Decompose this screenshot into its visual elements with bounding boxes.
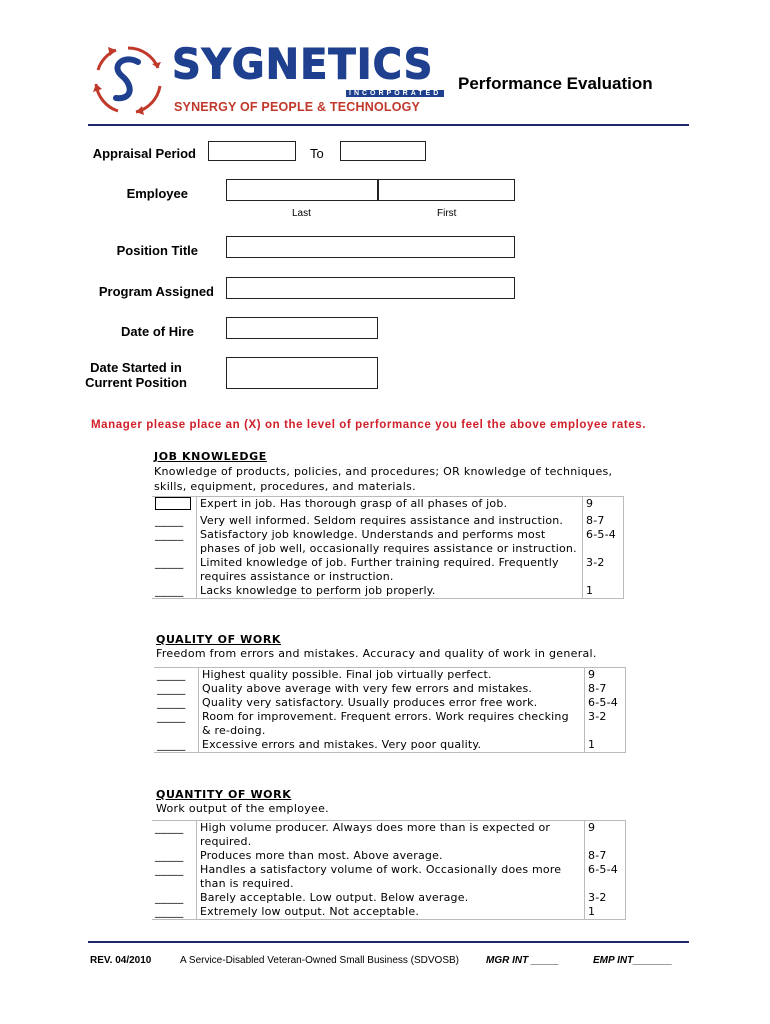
- logo-incorporated: INCORPORATED: [346, 90, 444, 97]
- rating-desc: [197, 528, 583, 556]
- logo-wordmark: SYGNETICS: [172, 40, 434, 90]
- date-started-label-line1: Date Started in: [90, 360, 182, 375]
- rating-score: 8-7: [585, 682, 626, 696]
- rating-desc-line: requires assistance or instruction.: [200, 570, 394, 583]
- rating-score: 8-7: [583, 514, 624, 528]
- manager-initials[interactable]: MGR INT _____: [486, 955, 559, 966]
- rating-desc: Extremely low output. Not acceptable.: [197, 905, 585, 920]
- section-desc-quality-of-work: Freedom from errors and mistakes. Accuracy and quality of work in general.: [156, 647, 597, 660]
- employee-initials[interactable]: EMP INT_______: [593, 955, 673, 966]
- rating-desc: [197, 556, 583, 584]
- rating-score: 3-2: [583, 556, 624, 584]
- rating-score: 3-2: [585, 710, 626, 738]
- rating-desc: Quality above average with very few errors and mistakes.: [199, 682, 585, 696]
- rating-desc: Very well informed. Seldom requires assistance and instruction.: [197, 514, 583, 528]
- logo-swirl-icon: [88, 40, 168, 120]
- rating-desc-line: High volume producer. Always does more than is expected or: [200, 821, 551, 834]
- rating-score: 6-5-4: [585, 696, 626, 710]
- business-designation: A Service-Disabled Veteran-Owned Small Business (SDVOSB): [180, 955, 460, 966]
- section-desc-line: Knowledge of products, policies, and procedures; OR knowledge of techniques,: [154, 465, 613, 478]
- logo-tagline: SYNERGY OF PEOPLE & TECHNOLOGY: [174, 100, 421, 114]
- table-row: [152, 849, 626, 863]
- date-started-field[interactable]: [226, 357, 378, 389]
- position-title-field[interactable]: [226, 236, 515, 258]
- appraisal-period-start-field[interactable]: [208, 141, 296, 161]
- section-desc-line: skills, equipment, procedures, and materials.: [154, 480, 416, 493]
- company-logo: [88, 40, 442, 120]
- rating-mark-field[interactable]: _____: [155, 863, 184, 876]
- revision-label: REV. 04/2010: [90, 955, 152, 966]
- employee-label: Employee: [126, 186, 188, 201]
- rating-desc: Expert in job. Has thorough grasp of all phases of job.: [197, 497, 583, 515]
- table-row: [154, 668, 626, 683]
- rating-desc-line: Satisfactory job knowledge. Understands and performs most: [200, 528, 546, 541]
- section-title-quantity-of-work: QUANTITY OF WORK: [156, 788, 292, 801]
- date-of-hire-field[interactable]: [226, 317, 378, 339]
- rating-score: 1: [583, 584, 624, 599]
- table-row: [152, 497, 624, 515]
- date-of-hire-label: Date of Hire: [121, 324, 194, 339]
- appraisal-period-label: Appraisal Period: [92, 146, 196, 161]
- document-title: Performance Evaluation: [458, 74, 653, 93]
- rating-table-quality-of-work: [154, 667, 626, 753]
- table-row: [152, 514, 624, 528]
- rating-mark-field[interactable]: _____: [155, 514, 184, 527]
- rating-score: 1: [585, 905, 626, 920]
- section-title-quality-of-work: QUALITY OF WORK: [156, 633, 282, 646]
- rating-desc: Lacks knowledge to perform job properly.: [197, 584, 583, 599]
- rating-desc-line: phases of job well, occasionally requires assistance or instruction.: [200, 542, 577, 555]
- rating-score: 9: [585, 668, 626, 683]
- header-divider: [88, 124, 689, 126]
- table-row: [154, 738, 626, 753]
- rating-desc: Highest quality possible. Final job virtually perfect.: [199, 668, 585, 683]
- rating-mark-field[interactable]: _____: [157, 682, 186, 695]
- table-row: [154, 682, 626, 696]
- section-desc-job-knowledge: [154, 464, 612, 494]
- table-row: [154, 710, 626, 738]
- table-row: [152, 905, 626, 920]
- last-name-caption: Last: [292, 208, 311, 219]
- rating-mark-field[interactable]: _____: [155, 528, 184, 541]
- rating-score: 6-5-4: [585, 863, 626, 891]
- rating-desc: [199, 710, 585, 738]
- rating-mark-field[interactable]: _____: [155, 556, 184, 569]
- rating-mark-field[interactable]: _____: [157, 710, 186, 723]
- rating-table-quantity-of-work: [152, 820, 626, 920]
- rating-desc: [197, 863, 585, 891]
- manager-instruction: Manager please place an (X) on the level of performance you feel the above employee rates.: [91, 419, 647, 431]
- table-row: [152, 584, 624, 599]
- rating-score: 8-7: [585, 849, 626, 863]
- employee-last-name-field[interactable]: [226, 179, 378, 201]
- rating-mark-field[interactable]: [152, 497, 197, 515]
- rating-desc-line: & re-doing.: [202, 724, 266, 737]
- rating-desc-line: Handles a satisfactory volume of work. Occasionally does more: [200, 863, 562, 876]
- table-row: [152, 528, 624, 556]
- rating-desc: Barely acceptable. Low output. Below average.: [197, 891, 585, 905]
- rating-mark-field[interactable]: _____: [157, 696, 186, 709]
- rating-mark-field[interactable]: _____: [152, 821, 197, 850]
- rating-desc-line: than is required.: [200, 877, 294, 890]
- rating-mark-field[interactable]: _____: [155, 891, 184, 904]
- rating-table-job-knowledge: [152, 496, 624, 599]
- table-row: [152, 821, 626, 850]
- rating-score: 9: [583, 497, 624, 515]
- date-started-label-line2: Current Position: [85, 375, 187, 390]
- rating-desc: [197, 821, 585, 850]
- rating-mark-field[interactable]: _____: [155, 849, 184, 862]
- rating-score: 1: [585, 738, 626, 753]
- table-row: [152, 891, 626, 905]
- rating-mark-field[interactable]: _____: [154, 738, 199, 753]
- to-label: To: [310, 146, 324, 161]
- position-title-label: Position Title: [116, 243, 198, 258]
- table-row: [152, 556, 624, 584]
- table-row: [152, 863, 626, 891]
- footer-divider: [88, 941, 689, 943]
- program-assigned-label: Program Assigned: [98, 284, 214, 299]
- rating-score: 3-2: [585, 891, 626, 905]
- section-title-job-knowledge: JOB KNOWLEDGE: [154, 450, 267, 463]
- rating-desc: Excessive errors and mistakes. Very poor quality.: [199, 738, 585, 753]
- first-name-caption: First: [437, 208, 457, 219]
- section-desc-quantity-of-work: Work output of the employee.: [156, 802, 329, 815]
- appraisal-period-end-field[interactable]: [340, 141, 426, 161]
- rating-score: 9: [585, 821, 626, 850]
- rating-desc: Produces more than most. Above average.: [197, 849, 585, 863]
- rating-score: 6-5-4: [583, 528, 624, 556]
- rating-mark-field[interactable]: _____: [154, 668, 199, 683]
- rating-desc-line: required.: [200, 835, 252, 848]
- rating-mark-field[interactable]: _____: [152, 584, 197, 599]
- rating-desc-line: Room for improvement. Frequent errors. Work requires checking: [202, 710, 569, 723]
- rating-desc-line: Limited knowledge of job. Further training required. Frequently: [200, 556, 559, 569]
- program-assigned-field[interactable]: [226, 277, 515, 299]
- date-started-label: [70, 360, 202, 390]
- employee-first-name-field[interactable]: [378, 179, 515, 201]
- rating-mark-field[interactable]: _____: [152, 905, 197, 920]
- table-row: [154, 696, 626, 710]
- rating-desc: Quality very satisfactory. Usually produces error free work.: [199, 696, 585, 710]
